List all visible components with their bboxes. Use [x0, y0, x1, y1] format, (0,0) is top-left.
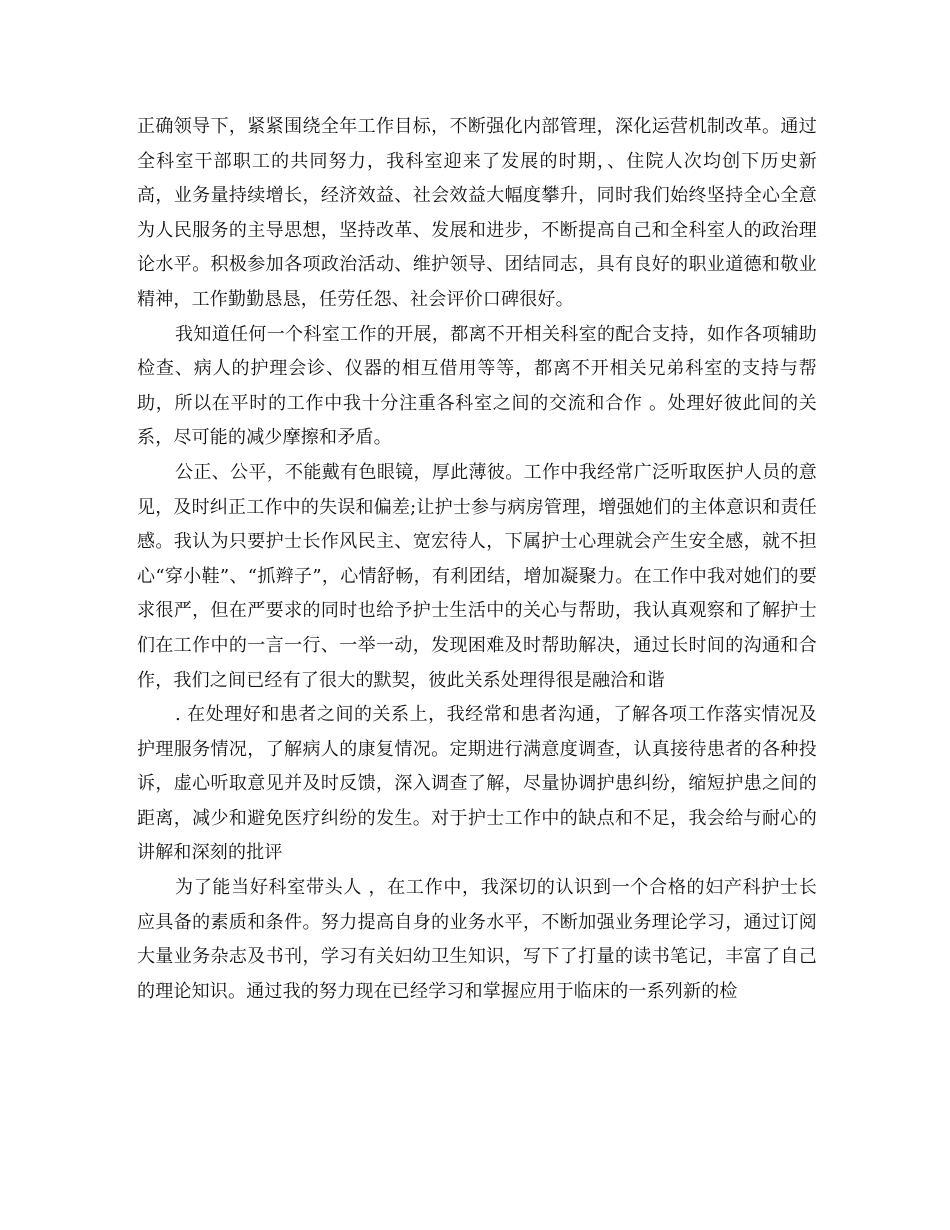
paragraph-2: 我知道任何一个科室工作的开展，都离不开相关科室的配合支持，如作各项辅助检查、病人的护理会诊、仪器的相互借用等等，都离不开相关兄弟科室的支持与帮助，所以在平时的工作中我十分注重各科室之间的交流和合作 。处理好彼此间的关系，尽可能的减少摩擦和矛盾。 — [137, 323, 817, 449]
paragraph-5: 为了能当好科室带头人 ，在工作中，我深切的认识到一个合格的妇产科护士长应具备的素质和条件。努力提高自身的业务水平，不断加强业务理论学习，通过订阅大量业务杂志及书刊，学习有关妇幼卫生知识，写下了打量的读书笔记，丰富了自己的理论知识。通过我的努力现在已经学习和掌握应用于临床的一系列新的检 — [137, 877, 817, 1002]
paragraph-1: 正确领导下，紧紧围绕全年工作目标，不断强化内部管理，深化运营机制改革。通过全科室干部职工的共同努力，我科室迎来了发展的时期，、住院人次均创下历史新高，业务量持续增长，经济效益、社会效益大幅度攀升，同时我们始终坚持全心全意为人民服务的主导思想，坚持改革、发展和进步，不断提高自己和全科室人的政治理论水平。积极参加各项政治活动、维护领导、团结同志，具有良好的职业道德和敬业精神，工作勤勤恳恳，任劳任怨、社会评价口碑很好。 — [137, 116, 817, 310]
paragraph-4: . 在处理好和患者之间的关系上，我经常和患者沟通，了解各项工作落实情况及护理服务情况，了解病人的康复情况。定期进行满意度调查，认真接待患者的各种投诉，虚心听取意见并及时反馈，深入调查了解，尽量协调护患纠纷，缩短护患之间的距离，减少和避免医疗纠纷的发生。对于护士工作中的缺点和不足，我会给与耐心的讲解和深刻的批评 — [137, 704, 817, 864]
paragraph-3: 公正、公平，不能戴有色眼镜，厚此薄彼。工作中我经常广泛听取医护人员的意见，及时纠正工作中的失误和偏差;让护士参与病房管理，增强她们的主体意识和责任感。我认为只要护士长作风民主、宽宏待人，下属护士心理就会产生安全感，就不担心“穿小鞋”、“抓辫子”，心情舒畅，有利团结，增加凝聚力。在工作中我对她们的要求很严，但在严要求的同时也给予护士生活中的关心与帮助，我认真观察和了解护士们在工作中的一言一行、一举一动，发现困难及时帮助解决，通过长时间的沟通和合作，我们之间已经有了很大的默契，彼此关系处理得很是融洽和谐 — [137, 461, 817, 691]
document-body — [137, 110, 817, 1009]
